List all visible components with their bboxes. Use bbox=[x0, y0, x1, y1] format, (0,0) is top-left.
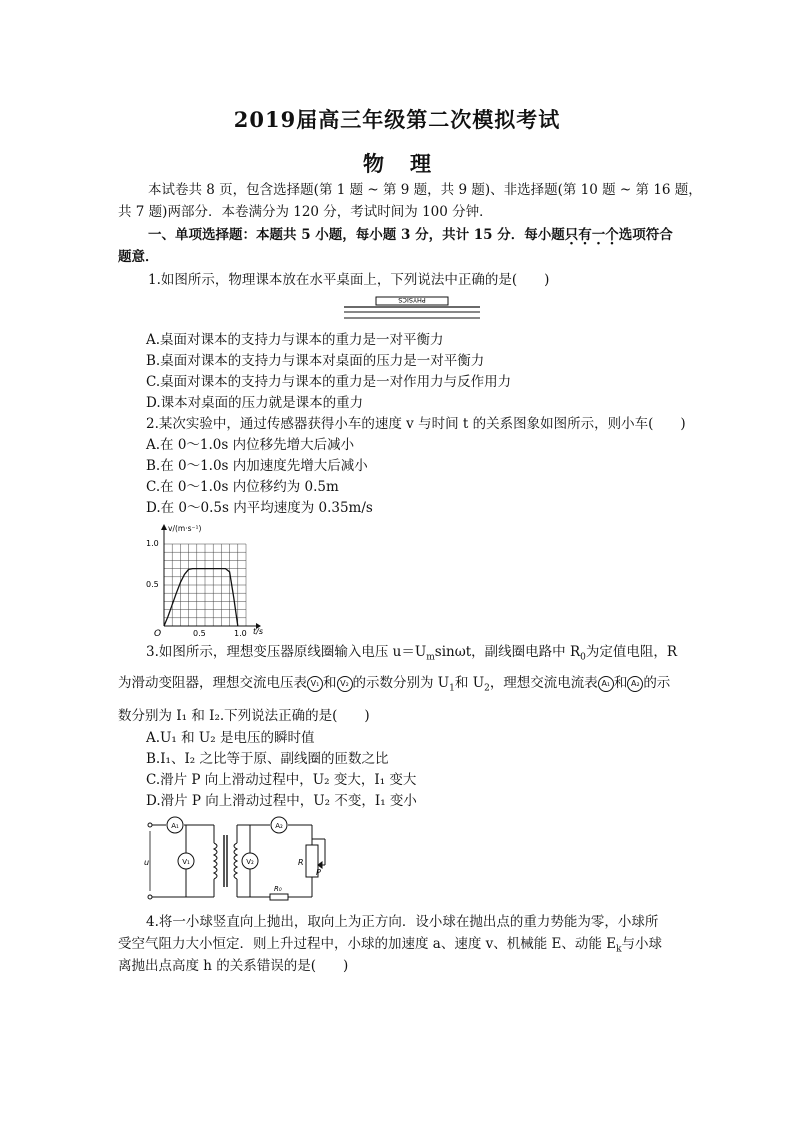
q1-option-d: D.课本对桌面的压力就是课本的重力 bbox=[146, 395, 364, 411]
section-1-heading-b: 选项符合 bbox=[618, 227, 673, 243]
emph-char: 有 bbox=[578, 227, 592, 243]
q3-sub: m bbox=[426, 652, 435, 663]
velocity-time-graph bbox=[140, 520, 270, 640]
q3-sub: 2 bbox=[484, 683, 490, 694]
ammeter-a2-label: A₂ bbox=[275, 822, 283, 830]
book-label: PHYSICS bbox=[398, 296, 426, 304]
voltmeter-v1-icon: V₁ bbox=[307, 676, 323, 692]
q1-stem: 1.如图所示，物理课本放在水平桌面上，下列说法中正确的是( ) bbox=[148, 272, 550, 288]
graph-grid bbox=[164, 544, 246, 626]
y-axis-label: v/(m·s⁻¹) bbox=[168, 524, 202, 533]
section-1-heading-line-2: 题意． bbox=[118, 249, 159, 265]
q3-text: 的示 bbox=[643, 675, 671, 691]
section-1-heading-a: 一、单项选择题：本题共 5 小题，每小题 3 分，共计 15 分．每小题 bbox=[148, 227, 565, 243]
q4-line-3: 离抛出点高度 h 的关系错误的是( ) bbox=[118, 958, 349, 974]
q2-option-b: B.在 0～1.0s 内加速度先增大后减小 bbox=[146, 458, 368, 474]
transformer-circuit-diagram bbox=[140, 813, 340, 905]
voltmeter-v2-icon: V₂ bbox=[337, 676, 353, 692]
emph-char: 只 bbox=[564, 227, 579, 243]
q3-text: 为滑动变阻器，理想交流电压表 bbox=[118, 675, 307, 691]
origin-label: O bbox=[154, 629, 162, 639]
q3-text: 和 U bbox=[454, 675, 485, 691]
q3-text: 和 bbox=[323, 675, 337, 691]
q2-option-c: C.在 0～1.0s 内位移约为 0.5m bbox=[146, 479, 339, 495]
q1-option-a: A.桌面对课本的支持力与课本的重力是一对平衡力 bbox=[146, 332, 444, 348]
ammeter-a1-label: A₁ bbox=[171, 822, 179, 830]
y-axis-arrow bbox=[161, 524, 167, 530]
subject-title: 物理 bbox=[363, 151, 457, 176]
section-1-heading bbox=[148, 225, 673, 245]
q2-option-a: A.在 0～1.0s 内位移先增大后减小 bbox=[146, 437, 355, 453]
intro-line-2: 共 7 题)两部分．本卷满分为 120 分，考试时间为 100 分钟． bbox=[118, 204, 493, 220]
fixed-resistor-label: R₀ bbox=[274, 885, 282, 893]
q3-text: 的示数分别为 U bbox=[352, 675, 450, 691]
voltmeter-v1-label: V₁ bbox=[182, 858, 190, 866]
x-axis-label: t/s bbox=[253, 627, 263, 636]
q3-text: 3.如图所示，理想变压器原线圈输入电压 u＝U bbox=[146, 644, 427, 660]
q4-sub: k bbox=[616, 944, 622, 955]
q3-text: 和 bbox=[613, 675, 628, 691]
q2-option-d: D.在 0～0.5s 内平均速度为 0.35m/s bbox=[146, 500, 373, 516]
ammeter-a1-icon: A₁ bbox=[598, 676, 614, 692]
book-on-desk-figure bbox=[340, 294, 484, 326]
emph-char: 个 bbox=[605, 227, 619, 243]
velocity-curve bbox=[164, 569, 238, 626]
q4-text: 受空气阻力大小恒定．则上升过程中，小球的加速度 a、速度 v、机械能 E、动能 E bbox=[118, 936, 617, 952]
rheostat-label: R bbox=[298, 858, 304, 867]
q3-option-d: D.滑片 P 向上滑动过程中，U₂ 不变，I₁ 变小 bbox=[146, 793, 417, 809]
emph-char: 一 bbox=[591, 227, 606, 243]
q3-text: ，理想交流电流表 bbox=[489, 675, 598, 691]
y-tick-label: 1.0 bbox=[146, 539, 159, 548]
q1-option-c: C.桌面对课本的支持力与课本的重力是一对作用力与反作用力 bbox=[146, 374, 512, 390]
q3-line-1 bbox=[146, 642, 677, 668]
q4-text: 与小球 bbox=[621, 936, 663, 952]
terminal-icon bbox=[148, 895, 152, 899]
q4-line-1: 4.将一小球竖直向上抛出，取向上为正方向．设小球在抛出点的重力势能为零，小球所 bbox=[146, 914, 659, 930]
slider-label: P bbox=[316, 868, 321, 877]
terminal-icon bbox=[148, 823, 152, 827]
voltmeter-v2-label: V₂ bbox=[246, 858, 254, 866]
q3-text: 为定值电阻，R bbox=[585, 644, 678, 660]
q3-text: sinωt，副线圈电路中 R bbox=[434, 644, 581, 660]
q3-sub: 1 bbox=[449, 683, 455, 694]
input-voltage-label: u bbox=[144, 858, 150, 867]
ammeter-a2-icon: A₂ bbox=[627, 676, 643, 692]
y-tick-label: 0.5 bbox=[146, 580, 159, 589]
x-tick-label: 1.0 bbox=[234, 629, 247, 638]
q3-option-a: A.U₁ 和 U₂ 是电压的瞬时值 bbox=[146, 730, 315, 746]
q3-line-2 bbox=[118, 673, 670, 699]
q3-sub: 0 bbox=[580, 652, 586, 663]
q3-option-b: B.I₁、I₂ 之比等于原、副线圈的匝数之比 bbox=[146, 751, 389, 767]
q1-option-b: B.桌面对课本的支持力与课本对桌面的压力是一对平衡力 bbox=[146, 353, 485, 369]
q3-line-3: 数分别为 I₁ 和 I₂.下列说法正确的是( ) bbox=[118, 708, 370, 724]
x-tick-label: 0.5 bbox=[193, 629, 206, 638]
intro-line-1: 本试卷共 8 页，包含选择题(第 1 题 ~ 第 9 题，共 9 题)、非选择题(第 10 题 ~ 第 16 题， bbox=[148, 182, 702, 198]
q2-stem: 2.某次实验中，通过传感器获得小车的速度 v 与时间 t 的关系图象如图所示，则小车( ) bbox=[146, 416, 686, 432]
q3-option-c: C.滑片 P 向上滑动过程中，U₂ 变大，I₁ 变大 bbox=[146, 772, 417, 788]
exam-title: 2019届高三年级第二次模拟考试 bbox=[233, 107, 561, 132]
